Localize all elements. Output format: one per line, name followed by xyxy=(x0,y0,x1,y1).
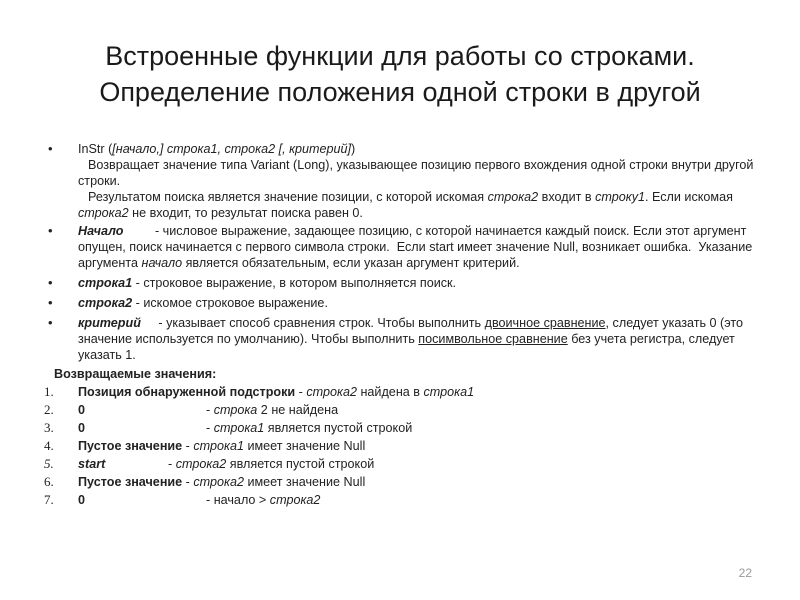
bullet-dot: • xyxy=(48,295,53,310)
return-item xyxy=(40,456,770,472)
syntax-fn: InStr ( xyxy=(78,142,113,156)
return-value: Пустое значение xyxy=(78,475,183,489)
return-ref: строка1 xyxy=(423,385,475,399)
return-text: имеет значение Null xyxy=(243,475,366,489)
return-ref: строка2 xyxy=(306,385,357,399)
return-item xyxy=(40,438,770,454)
return-dash: - xyxy=(295,385,307,399)
criterion-text: , следует указать 0 (это значение используется по умолчанию). Чтобы выполнить xyxy=(78,316,744,346)
binary-compare-link[interactable]: двоичное сравнение xyxy=(484,316,606,330)
criterion-text: - указывает способ сравнения строк. Чтобы выполнить xyxy=(140,316,485,330)
return-item xyxy=(40,474,770,490)
bullet-start xyxy=(40,223,770,271)
return-ref: строка2 xyxy=(269,493,321,507)
bullet-string1 xyxy=(40,275,770,291)
bullet-syntax xyxy=(40,141,770,157)
criterion-text: без учета регистра, следует указать 1. xyxy=(78,332,735,362)
title-line-1: Встроенные функции для работы со строками. xyxy=(105,41,695,71)
desc2-text: входит в xyxy=(538,190,596,204)
desc2-ref: строка2 xyxy=(487,190,539,204)
string1-text: - строковое выражение, в котором выполняется поиск. xyxy=(132,276,457,290)
return-ref: строка1 xyxy=(213,421,265,435)
term-start: Начало xyxy=(78,224,124,238)
string2-text: - искомое строковое выражение. xyxy=(132,296,328,310)
item-number: 1. xyxy=(44,384,54,399)
bullet-string2 xyxy=(40,295,770,311)
return-text: 2 не найдена xyxy=(257,403,339,417)
return-value: 0 xyxy=(78,403,86,417)
bullet-dot: • xyxy=(48,141,53,156)
syntax-close: ) xyxy=(351,142,356,156)
return-text: является пустой строкой xyxy=(264,421,413,435)
item-number: 4. xyxy=(44,438,54,453)
return-value: Позиция обнаруженной подстроки xyxy=(78,385,296,399)
return-item xyxy=(40,384,770,400)
description-2 xyxy=(40,189,770,221)
desc2-text: . Если искомая xyxy=(645,190,733,204)
bullet-dot: • xyxy=(48,223,53,238)
return-ref: строка xyxy=(213,403,258,417)
return-text: является пустой строкой xyxy=(226,457,375,471)
return-dash: - xyxy=(168,457,176,471)
return-ref: строка2 xyxy=(175,457,227,471)
desc2-text: Результатом поиска является значение позиции, с которой искомая xyxy=(88,190,488,204)
slide-body xyxy=(40,141,770,508)
term-string1: строка1 xyxy=(78,276,133,290)
item-number: 7. xyxy=(44,492,54,507)
desc2-ref: строку1 xyxy=(595,190,645,204)
return-dash: - xyxy=(182,439,194,453)
return-dash: - начало > xyxy=(206,493,270,507)
bullet-criterion xyxy=(40,315,770,363)
return-value: start xyxy=(78,457,106,471)
return-ref: строка2 xyxy=(193,475,244,489)
item-number: 5. xyxy=(44,456,54,471)
page-number: 22 xyxy=(738,566,752,580)
term-string2: строка2 xyxy=(78,296,133,310)
term-criterion: критерий xyxy=(78,316,141,330)
start-text: - числовое выражение, задающее позицию, с которой начинается каждый поиск. Если этот аргумент опущен, поиск начинается с первого символа строки. Если start имеет значение Null, возникает ошибка. Указание аргумента xyxy=(78,224,756,270)
return-value: 0 xyxy=(78,421,86,435)
bullet-dot: • xyxy=(48,315,53,330)
return-item xyxy=(40,492,770,508)
desc2-ref: строка2 xyxy=(78,206,129,220)
return-text: имеет значение Null xyxy=(243,439,366,453)
return-dash: - xyxy=(206,421,214,435)
return-value: Пустое значение xyxy=(78,439,183,453)
item-number: 3. xyxy=(44,420,54,435)
slide-title xyxy=(0,38,800,110)
text-compare-link[interactable]: посимвольное сравнение xyxy=(418,332,568,346)
title-line-2: Определение положения одной строки в другой xyxy=(99,77,701,107)
start-ref: начало xyxy=(141,256,183,270)
returns-heading: Возвращаемые значения: xyxy=(54,367,217,381)
return-item xyxy=(40,420,770,436)
return-value: 0 xyxy=(78,493,86,507)
return-ref: строка1 xyxy=(193,439,244,453)
return-item xyxy=(40,402,770,418)
item-number: 6. xyxy=(44,474,54,489)
return-text: найдена в xyxy=(356,385,424,399)
return-dash: - xyxy=(206,403,214,417)
syntax-args: [начало,] строка1, строка2 [, критерий] xyxy=(112,142,352,156)
return-dash: - xyxy=(182,475,194,489)
bullet-dot: • xyxy=(48,275,53,290)
description-1: Возвращает значение типа Variant (Long), указывающее позицию первого вхождения одной строки внутри другой строки. xyxy=(78,158,754,188)
start-text: является обязательным, если указан аргумент критерий. xyxy=(182,256,520,270)
desc2-text: не входит, то результат поиска равен 0. xyxy=(128,206,363,220)
item-number: 2. xyxy=(44,402,54,417)
